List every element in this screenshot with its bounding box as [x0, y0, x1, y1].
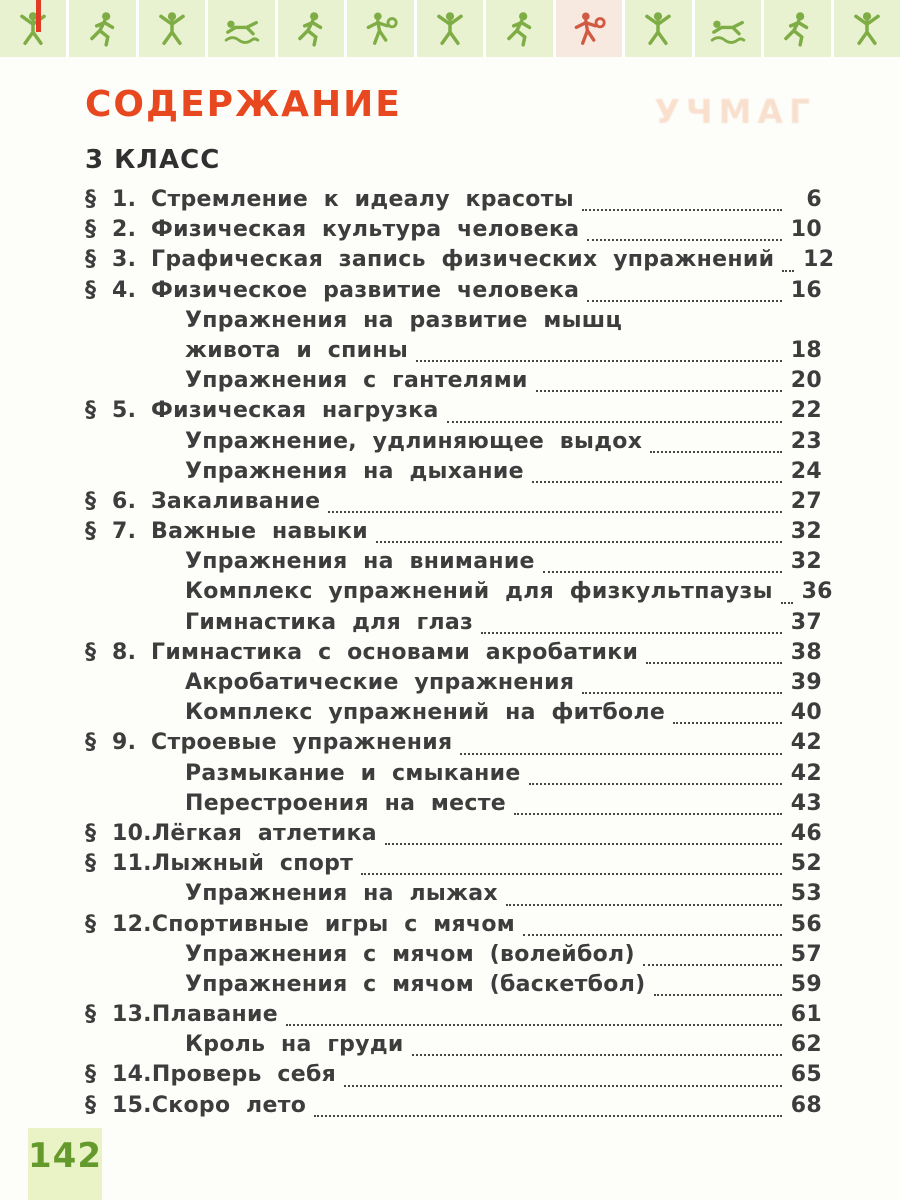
toc-entry-title: Упражнения на лыжах [185, 881, 498, 907]
toc-entry [85, 821, 822, 851]
toc-entry [85, 1032, 822, 1062]
toc-entry [85, 308, 822, 338]
gymnast-icon [834, 0, 900, 57]
toc-entry-title: живота и спины [185, 337, 409, 363]
dot-leader [376, 541, 782, 543]
basketball-player-icon [556, 0, 622, 57]
dot-leader [523, 934, 782, 936]
toc-entry-page: 22 [790, 398, 822, 424]
toc-entry-title: Физическая культура человека [151, 217, 580, 243]
watermark: УЧМАГ [654, 92, 816, 131]
toc-entry [85, 278, 822, 308]
toc-entry-title: Лёгкая атлетика [151, 820, 377, 846]
jumper-icon [625, 0, 691, 57]
section-heading: 3 КЛАСС [85, 145, 221, 175]
toc-entry-title: Комплекс упражнений на фитболе [185, 700, 666, 726]
toc-entry-page: 68 [790, 1092, 822, 1118]
toc-entry [85, 1062, 822, 1092]
toc-entry-page: 32 [790, 549, 822, 575]
toc-entry-title: Упражнения с мячом (баскетбол) [185, 971, 646, 997]
dot-leader [481, 632, 782, 634]
toc-entry-page: 62 [790, 1032, 822, 1058]
toc-entry-title: Проверь себя [151, 1062, 337, 1088]
toc-entry-page: 57 [790, 941, 822, 967]
runner-icon [69, 0, 135, 57]
toc-entry [85, 247, 835, 277]
toc-entry-title: Упражнения на внимание [185, 549, 535, 575]
toc-entry-title: Размыкание и смыкание [185, 760, 521, 786]
toc-content [85, 84, 835, 1123]
toc-entry-title: Физическая нагрузка [151, 398, 439, 424]
toc-entry-prefix: § 8. [85, 639, 137, 665]
dot-leader [514, 813, 782, 815]
dot-leader [582, 692, 782, 694]
toc-entry [85, 579, 833, 609]
dot-leader [385, 843, 782, 845]
toc-entry [85, 851, 822, 881]
toc-entry-page: 39 [790, 670, 822, 695]
toc-entry [85, 912, 822, 942]
dot-leader [344, 1085, 782, 1087]
jumper-icon [417, 0, 483, 57]
toc-entry-title: Плавание [151, 1002, 278, 1028]
toc-entry-page: 27 [790, 488, 822, 514]
toc-entry-prefix: § 6. [85, 488, 137, 514]
dot-leader [416, 360, 782, 362]
toc-entry [85, 187, 822, 217]
dot-leader [582, 209, 782, 211]
toc-entry-title: Перестроения на месте [185, 790, 506, 816]
dot-leader [781, 602, 793, 604]
dot-leader [460, 753, 782, 755]
toc-entry-page: 52 [790, 851, 822, 877]
toc-entry-page: 59 [790, 971, 822, 997]
toc-entry-title: Закаливание [151, 488, 321, 514]
dot-leader [646, 662, 782, 664]
toc-entry-title: Спортивные игры с мячом [151, 911, 516, 937]
swimmer-icon [695, 0, 761, 57]
toc-entry-title: Физическое развитие человека [151, 277, 580, 303]
toc-entry [85, 338, 822, 368]
dot-leader [328, 511, 782, 513]
toc-entry-page: 23 [790, 428, 822, 454]
runner-icon [486, 0, 552, 57]
gymnast-icon [0, 0, 66, 57]
dot-leader [782, 270, 794, 272]
toc-entry-title: Графическая запись физических упражнений [151, 247, 775, 273]
ball-player-icon [347, 0, 413, 57]
toc-entry-title: Кроль на груди [185, 1032, 404, 1058]
sprinter-icon [278, 0, 344, 57]
toc-entry [85, 1002, 822, 1032]
toc-entry-page: 36 [801, 579, 833, 605]
dot-leader [286, 1024, 782, 1026]
toc-entry [85, 730, 822, 760]
dot-leader [447, 421, 782, 423]
dot-leader [543, 571, 782, 573]
toc-entry-page: 43 [790, 790, 822, 816]
toc-entry [85, 519, 822, 549]
swimmer-icon [208, 0, 274, 57]
page-number-strip [28, 1128, 102, 1200]
dot-leader [587, 239, 782, 241]
dot-leader [314, 1115, 782, 1117]
page-number: 142 [28, 1136, 102, 1176]
dot-leader [673, 722, 782, 724]
toc-entry-title: Строевые упражнения [151, 730, 453, 756]
toc-entry-title: Комплекс упражнений для физкультпаузы [185, 579, 773, 605]
toc-entry-title: Упражнения на развитие мышц [185, 307, 623, 333]
toc-entry-page: 12 [803, 247, 835, 273]
toc-entry-page: 42 [790, 730, 822, 756]
toc-entry-title: Упражнения с гантелями [185, 368, 528, 394]
toc-entry-prefix: § 4. [85, 277, 137, 303]
dot-leader [532, 481, 782, 483]
toc-entry [85, 489, 822, 519]
dot-leader [361, 873, 782, 875]
toc-entry-page: 10 [790, 217, 822, 243]
toc-entry-title: Гимнастика с основами акробатики [151, 639, 639, 665]
sports-pictogram-border [0, 0, 900, 57]
toc-entry-title: Скоро лето [151, 1092, 307, 1118]
toc-entry-page: 37 [790, 609, 822, 635]
page-title: СОДЕРЖАНИЕ [85, 84, 402, 125]
toc-entry [85, 429, 822, 459]
dot-leader [650, 451, 782, 453]
dot-leader [506, 904, 782, 906]
dot-leader [654, 994, 783, 996]
toc-entry-page: 6 [806, 187, 822, 212]
red-accent-mark [36, 0, 41, 32]
toc-entry-title: Гимнастика для глаз [185, 609, 474, 635]
toc-entry-prefix: § 1. [85, 187, 137, 212]
toc-entry-page: 18 [790, 337, 822, 363]
toc-entry-page: 61 [790, 1002, 822, 1028]
toc-entry [85, 670, 822, 700]
toc-entry [85, 640, 822, 670]
toc-entry-page: 40 [790, 700, 822, 726]
toc-entry-page: 24 [790, 458, 822, 484]
toc-entry [85, 942, 822, 972]
toc-entry-prefix: § 12. [85, 911, 152, 937]
runner-icon [764, 0, 830, 57]
toc-entry [85, 881, 822, 911]
toc-entry-prefix: § 11. [85, 851, 152, 877]
toc-entry-page: 38 [790, 639, 822, 665]
toc-entry-title: Лыжный спорт [151, 851, 354, 877]
toc-entry-title: Акробатические упражнения [185, 670, 575, 695]
dot-leader [643, 964, 782, 966]
toc-entry-page: 20 [790, 368, 822, 394]
dot-leader [536, 390, 782, 392]
toc-entry-title: Стремление к идеалу красоты [151, 187, 574, 212]
dot-leader [529, 783, 782, 785]
toc-entry [85, 459, 822, 489]
dot-leader [587, 300, 782, 302]
toc-entry-page: 16 [790, 277, 822, 303]
toc-entry-title: Упражнение, удлиняющее выдох [185, 428, 643, 454]
toc-entry [85, 398, 822, 428]
toc-entry-title: Упражнения с мячом (волейбол) [185, 941, 635, 967]
toc-entry-page: 42 [790, 760, 822, 786]
toc-entry [85, 217, 822, 247]
toc-entry-prefix: § 2. [85, 217, 137, 243]
toc-entry-title: Важные навыки [151, 519, 368, 545]
toc-entry-prefix: § 10. [85, 820, 152, 846]
toc-entry-page: 46 [790, 820, 822, 846]
toc-entry-prefix: § 14. [85, 1062, 152, 1088]
toc-entry-page: 32 [790, 519, 822, 545]
toc-entry-page: 65 [790, 1062, 822, 1088]
toc-entry [85, 761, 822, 791]
toc-entry [85, 1093, 822, 1123]
toc-entry-page: 53 [790, 881, 822, 907]
toc-entry-page: 56 [790, 911, 822, 937]
toc-entry-prefix: § 13. [85, 1002, 152, 1028]
dot-leader [412, 1054, 782, 1056]
hurdler-icon [139, 0, 205, 57]
toc-entry-prefix: § 7. [85, 519, 137, 545]
toc-entry [85, 972, 822, 1002]
toc-entry [85, 610, 822, 640]
toc-entry-prefix: § 5. [85, 398, 137, 424]
table-of-contents [85, 187, 835, 1123]
toc-entry-prefix: § 3. [85, 247, 137, 273]
toc-entry-title: Упражнения на дыхание [185, 458, 524, 484]
toc-entry-prefix: § 9. [85, 730, 137, 756]
toc-entry [85, 700, 822, 730]
toc-entry-prefix: § 15. [85, 1092, 152, 1118]
toc-entry [85, 549, 822, 579]
toc-entry [85, 791, 822, 821]
toc-entry [85, 368, 822, 398]
